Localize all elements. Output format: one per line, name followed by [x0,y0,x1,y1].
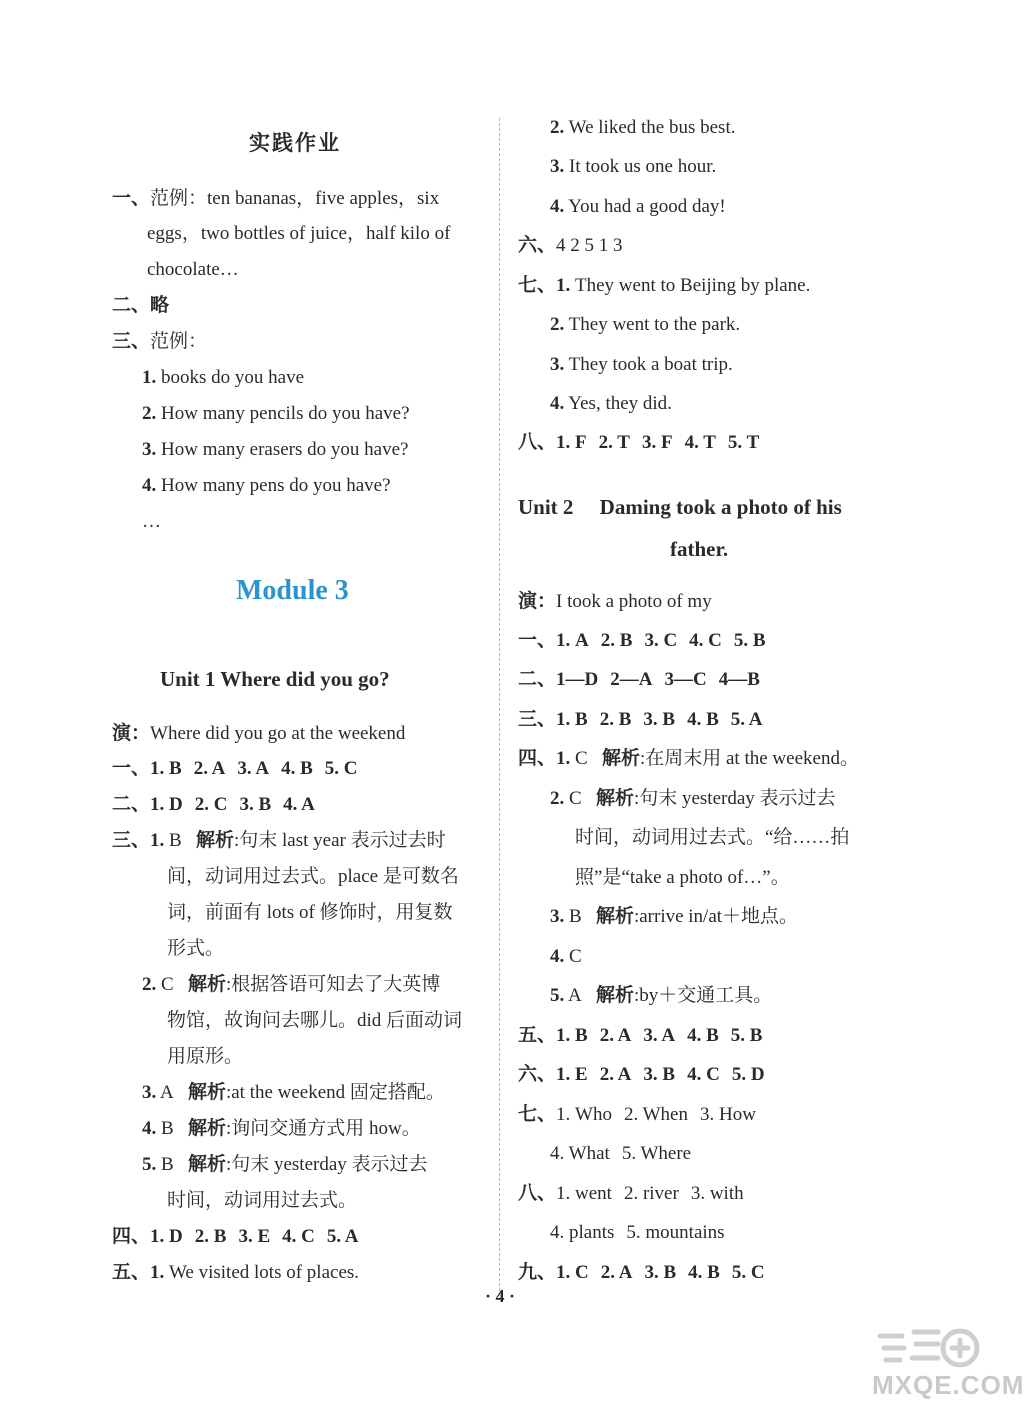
answer-sequence: 4 2 5 1 3 [556,235,623,256]
answer: 3. with [690,1183,744,1204]
item-number: 1. [556,748,571,769]
analysis-line: 间，动词用过去式。place 是可数名 [167,866,459,887]
item-text: How many pencils do you have? [161,403,410,424]
unit-1-part-6 [518,234,623,258]
unit-1-part-7-item-3 [550,353,733,377]
item-number: 3. [142,1082,157,1103]
part-prefix: 八、 [518,1183,557,1204]
answer: 4. What [550,1143,610,1164]
page-number: · 4 · [484,1286,515,1306]
answer: 3. F [641,432,673,453]
answer: 1. F [556,432,587,453]
item-number: 4. [550,393,565,414]
practice-title: 实践作业 [249,131,341,155]
analysis-text: :在周末用 at the weekend。 [639,748,859,769]
answer: 4. B [687,1025,719,1046]
analysis-text: :by＋交通工具。 [633,985,773,1006]
unit-1-part-8 [518,431,759,455]
answer: 3—C [664,669,707,690]
module-title: Module 3 [236,575,349,606]
unit-2-part-1 [518,629,766,653]
answer: C [575,748,588,769]
analysis-tag: 解析 [601,748,640,769]
answer: A [159,1082,174,1103]
analysis-line: 时间，动词用过去式。“给……拍 [575,827,850,848]
answer: 3. B [643,709,676,730]
item-number: 1. [142,367,157,388]
answer: B [569,906,582,927]
analysis-text: :句末 last year 表示过去时 [233,830,446,851]
unit-2-part-7-line-1 [518,1103,756,1127]
section-3-header [112,330,207,354]
answer: 5. D [731,1064,765,1085]
item-number: 3. [550,906,565,927]
unit-2-part-5 [518,1024,762,1048]
item-number: 1. [556,275,571,296]
part-prefix: 九、 [518,1262,557,1283]
answer: C [161,974,174,995]
watermark-text: MXQE.COM [872,1370,1024,1400]
item-text: We liked the bus best. [568,117,736,138]
answer: 1—D [556,669,599,690]
section-3-item-1 [142,366,304,390]
section-3-item-3 [142,438,408,462]
yan-text: I took a photo of my [556,591,712,612]
analysis-line: 时间，动词用过去式。 [167,1190,358,1211]
unit-2-part-3 [518,708,762,732]
answer: 1. A [556,630,589,651]
analysis-tag: 解析 [595,985,634,1006]
item-text: They took a boat trip. [568,354,733,375]
answer: 5. A [326,1226,359,1247]
unit-1-part-4 [112,1225,359,1249]
analysis-line: 用原形。 [167,1046,244,1067]
answer: A [567,985,582,1006]
part-prefix: 七、 [518,275,557,296]
answer: 2. A [600,1262,633,1283]
part-prefix: 八、 [518,432,557,453]
unit-1-part-3-item-4 [142,1117,421,1141]
analysis-tag: 解析 [595,906,634,927]
part-prefix: 四、 [518,748,557,769]
unit-2-part-2 [518,668,760,692]
answer: 4. plants [550,1222,615,1243]
unit-2-part-4-item-2 [550,787,836,811]
section-1-prefix: 一、 [112,188,151,209]
answer: 4. T [684,432,716,453]
answer: C [569,946,582,967]
part-prefix: 七、 [518,1104,557,1125]
unit-2-part-6 [518,1063,765,1087]
answer: 5. B [730,1025,763,1046]
part-prefix: 五、 [112,1262,151,1283]
unit-2-title-line-2: father. [670,537,729,561]
item-number: 3. [142,439,157,460]
answer: B [169,830,182,851]
answer: 3. A [237,758,270,779]
section-2-text: 二、略 [112,295,170,316]
part-5-item-4 [550,195,726,219]
section-1-label: 范例 [150,188,189,209]
item-text: They went to the park. [568,314,741,335]
answer: 3. E [238,1226,271,1247]
unit-1-part-7-item-4 [550,392,672,416]
item-number: 1. [150,830,165,851]
analysis-text: :根据答语可知去了大英博 [225,974,441,995]
section-3-item-4 [142,474,391,498]
section-3-more: … [142,511,161,532]
answer: 5. A [730,709,763,730]
answer: 1. B [556,709,588,730]
answer: 4—B [718,669,760,690]
answer: B [161,1118,174,1139]
analysis-line: 照”是“take a photo of…”。 [575,867,790,888]
item-number: 4. [142,1118,157,1139]
answer: 3. C [644,630,678,651]
answer: 4. B [281,758,313,779]
part-5-item-2 [550,116,735,140]
section-1-line-1 [112,187,439,211]
answer: 1. B [556,1025,588,1046]
item-text: Yes, they did. [568,393,672,414]
answer: 5. Where [621,1143,692,1164]
answer: 1. Who [556,1104,612,1125]
section-3-prefix: 三、 [112,331,151,352]
answer: 2. B [194,1226,227,1247]
answer: 1. B [150,758,182,779]
item-number: 2. [550,788,565,809]
section-1-line-3: chocolate… [147,259,239,280]
answer: 2. B [600,630,633,651]
analysis-line: 物馆，故询问去哪儿。did 后面动词 [167,1010,463,1031]
item-number: 2. [550,314,565,335]
section-1-line-2: eggs，two bottles of juice，half kilo of [147,223,451,244]
answer: 4. A [283,794,315,815]
answer: 2. A [599,1064,632,1085]
item-number: 4. [550,196,565,217]
part-prefix: 二、 [518,669,557,690]
unit-1-part-3-item-5 [142,1153,428,1177]
part-prefix: 三、 [518,709,557,730]
answer: 3. B [643,1064,676,1085]
answer: B [161,1154,174,1175]
unit-2-part-7-line-2 [550,1142,691,1166]
unit-2-part-4-item-3 [550,905,798,929]
analysis-text: :at the weekend 固定搭配。 [225,1082,445,1103]
unit-2-part-4-item-1 [518,747,859,771]
answer: 2. river [623,1183,679,1204]
unit-2-part-8-line-1 [518,1182,744,1206]
unit-1-part-3-item-1 [112,829,446,853]
unit-1-part-3-item-2 [142,973,440,997]
answer: 3. B [644,1262,677,1283]
item-number: 3. [550,354,565,375]
unit-1-part-1 [112,757,358,781]
answer: 1. C [556,1262,589,1283]
analysis-text: :句末 yesterday 表示过去 [225,1154,428,1175]
unit-1-part-3-item-3 [142,1081,445,1105]
section-1-text-1: ：ten bananas，five apples，six [188,188,440,209]
analysis-tag: 解析 [187,1118,226,1139]
answer: 5. B [733,630,766,651]
answer: 2. A [599,1025,632,1046]
answer: 4. C [689,630,722,651]
part-prefix: 三、 [112,830,151,851]
part-prefix: 二、 [112,794,151,815]
unit-2-part-4-item-4 [550,945,582,969]
answer: 5. T [727,432,760,453]
answer: 4. B [688,1262,720,1283]
unit-2-part-8-line-2 [550,1221,725,1245]
part-prefix: 六、 [518,1064,557,1085]
section-2 [112,294,169,318]
analysis-text: :句末 yesterday 表示过去 [633,788,836,809]
item-text: You had a good day! [568,196,726,217]
yan-label: 演： [112,723,151,744]
answer: 5. C [731,1262,765,1283]
answer: 2—A [610,669,653,690]
unit-1-part-7-item-1 [518,274,810,298]
answer: 4. C [687,1064,720,1085]
unit-1-yan [112,722,405,746]
answer: 2. C [194,794,228,815]
part-5-item-3 [550,155,716,179]
item-number: 1. [150,1262,165,1283]
unit-2-title-line-1: Unit 2 Daming took a photo of his [518,495,842,519]
part-prefix: 一、 [518,630,557,651]
column-divider [499,118,500,1296]
answer: 5. C [324,758,358,779]
analysis-line: 词，前面有 lots of 修饰时，用复数 [167,902,453,923]
item-text: They went to Beijing by plane. [575,275,811,296]
answer: 2. When [623,1104,688,1125]
item-number: 2. [142,403,157,424]
analysis-tag: 解析 [187,974,226,995]
yan-label: 演： [518,591,557,612]
part-prefix: 六、 [518,235,557,256]
item-number: 3. [550,156,565,177]
answer: 4. B [687,709,719,730]
analysis-text: :arrive in/at＋地点。 [633,906,799,927]
analysis-tag: 解析 [195,830,234,851]
answer: 3. A [643,1025,676,1046]
unit-2-yan [518,590,712,614]
answer: 1. went [556,1183,612,1204]
section-3-item-2 [142,402,410,426]
section-3-label: 范例： [150,331,208,352]
answer: 2. B [599,709,632,730]
unit-1-part-5 [112,1261,359,1285]
unit-2-part-4-item-5 [550,984,772,1008]
answer: C [569,788,582,809]
item-text: How many erasers do you have? [161,439,409,460]
item-number: 5. [550,985,565,1006]
item-text: It took us one hour. [569,156,717,177]
item-text: We visited lots of places. [169,1262,360,1283]
answer: 1. D [150,1226,183,1247]
part-prefix: 一、 [112,758,151,779]
answer: 2. A [193,758,226,779]
item-number: 5. [142,1154,157,1175]
unit-1-title: Unit 1 Where did you go? [160,667,390,691]
yan-text: Where did you go at the weekend [150,723,406,744]
answer: 2. T [598,432,630,453]
unit-1-part-7-item-2 [550,313,740,337]
answer: 1. E [556,1064,588,1085]
answer: 3. How [699,1104,756,1125]
unit-1-part-2 [112,793,315,817]
part-prefix: 五、 [518,1025,557,1046]
answer: 1. D [150,794,183,815]
part-prefix: 四、 [112,1226,151,1247]
analysis-text: :询问交通方式用 how。 [225,1118,421,1139]
unit-2-part-9 [518,1261,765,1285]
item-number: 4. [142,475,157,496]
item-number: 2. [142,974,157,995]
answer: 4. C [282,1226,315,1247]
answer: 3. B [239,794,272,815]
analysis-tag: 解析 [187,1082,226,1103]
item-number: 2. [550,117,565,138]
analysis-tag: 解析 [595,788,634,809]
item-number: 4. [550,946,565,967]
analysis-line: 形式。 [167,938,225,959]
item-text: How many pens do you have? [161,475,391,496]
answer: 5. mountains [626,1222,725,1243]
analysis-tag: 解析 [187,1154,226,1175]
item-text: books do you have [161,367,305,388]
